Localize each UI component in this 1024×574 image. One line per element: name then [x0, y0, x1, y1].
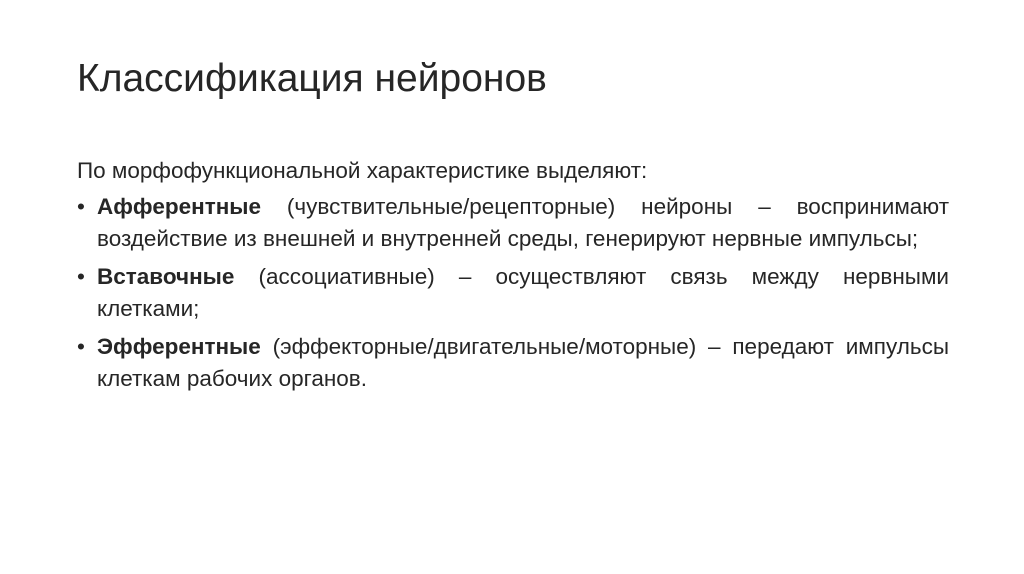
bullet-icon: • — [77, 264, 85, 289]
description-efferent: (эффекторные/двигательные/моторные) – передают импульсы клеткам рабочих органов. — [97, 334, 949, 391]
intro-text: По морфофункциональной характеристике выделяют: — [77, 158, 648, 183]
bullet-list — [77, 191, 949, 395]
bullet-icon: • — [77, 194, 85, 219]
term-afferent: Афферентные — [97, 194, 262, 219]
term-intercalary: Вставочные — [97, 264, 235, 289]
slide-content — [77, 155, 949, 401]
slide-title: Классификация нейронов — [77, 57, 547, 100]
description-intercalary: (ассоциативные) – осуществляют связь между нервными клетками; — [97, 264, 949, 321]
bullet-icon: • — [77, 334, 85, 359]
list-item-intercalary — [77, 261, 949, 325]
list-item-efferent — [77, 331, 949, 395]
list-item-afferent — [77, 191, 949, 255]
description-afferent: (чувствительные/рецепторные) нейроны – воспринимают воздействие из внешней и внутренней среды, генерируют нервные импульсы; — [97, 194, 949, 251]
term-efferent: Эфферентные — [97, 334, 261, 359]
